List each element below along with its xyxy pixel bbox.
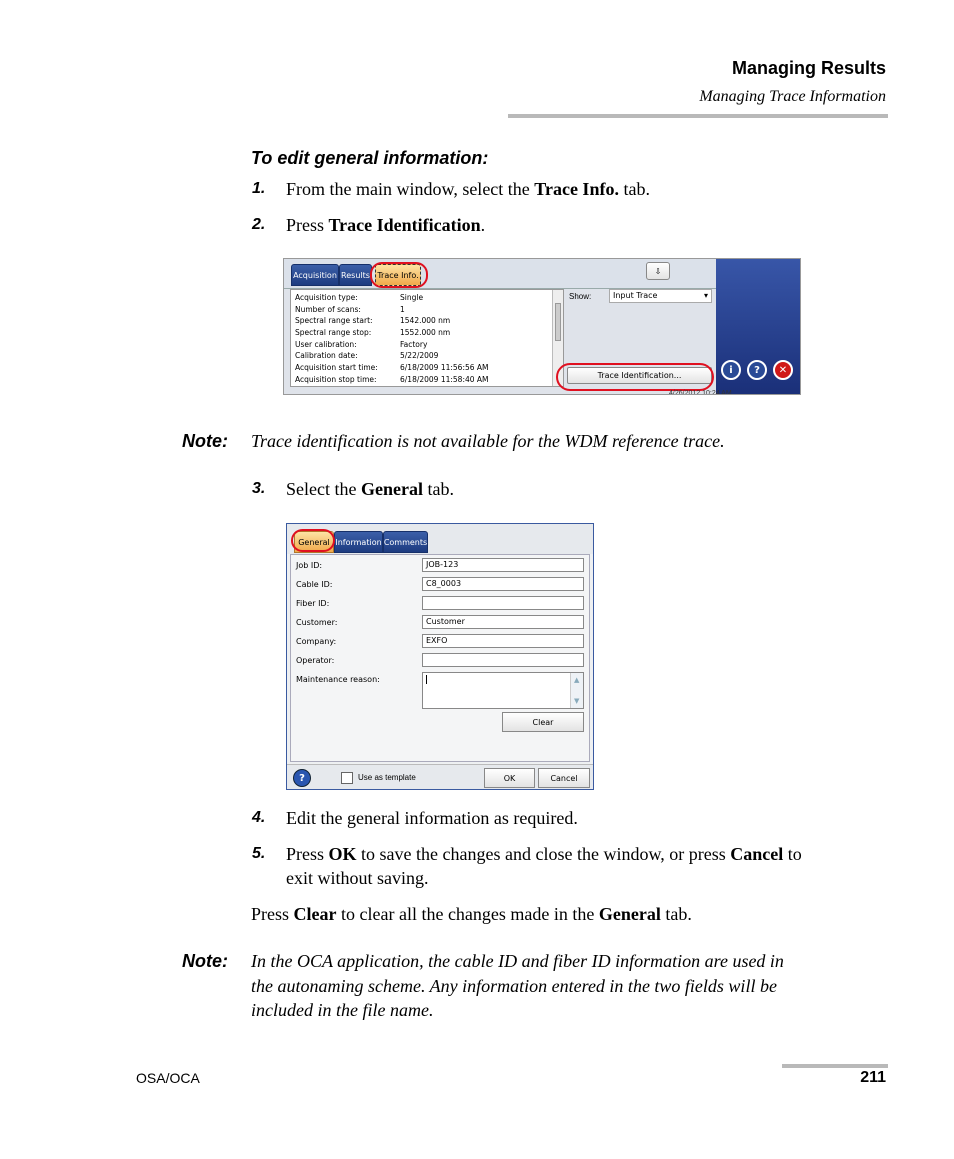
- close-button[interactable]: [773, 360, 793, 380]
- footer-rule: [782, 1064, 888, 1068]
- dialog-bottom-bar: [287, 764, 593, 790]
- step-5-text: Press OK to save the changes and close the window, or press Cancel to: [286, 844, 802, 864]
- clear-paragraph: Press Clear to clear all the changes made in the General tab.: [251, 904, 692, 924]
- customer-label: Customer:: [296, 618, 338, 627]
- step-1-number: 1.: [252, 180, 266, 197]
- cancel-button[interactable]: Cancel: [538, 768, 590, 788]
- scrollbar-thumb[interactable]: [555, 303, 561, 341]
- note-2-line-2: the autonaming scheme. Any information entered in the two fields will be: [251, 976, 777, 996]
- customer-field[interactable]: Customer: [422, 615, 584, 629]
- step-2-number: 2.: [252, 216, 266, 233]
- tab-information[interactable]: Information: [334, 531, 383, 553]
- job-id-label: Job ID:: [296, 561, 323, 570]
- note-1-text: Trace identification is not available for the WDM reference trace.: [251, 431, 725, 451]
- trace-details-panel: [290, 289, 564, 387]
- cable-id-label: Cable ID:: [296, 580, 333, 589]
- detail-row: User calibration: Factory: [295, 340, 428, 349]
- procedure-title: To edit general information:: [251, 148, 489, 168]
- company-field[interactable]: EXFO: [422, 634, 584, 648]
- detail-row: Calibration date: 5/22/2009: [295, 351, 439, 360]
- step-3-text: Select the General tab.: [286, 479, 454, 499]
- page-number: 211: [860, 1069, 886, 1086]
- tab-trace-info[interactable]: Trace Info.: [375, 264, 421, 286]
- show-label: Show:: [569, 292, 592, 301]
- detail-row: Acquisition type: Single: [295, 293, 424, 302]
- job-id-field[interactable]: JOB-123: [422, 558, 584, 572]
- ok-button[interactable]: OK: [484, 768, 535, 788]
- main-tab-bar: [284, 259, 716, 289]
- tab-results[interactable]: Results: [339, 264, 372, 286]
- maintenance-reason-label: Maintenance reason:: [296, 675, 380, 684]
- operator-field[interactable]: [422, 653, 584, 667]
- status-time: 4/26/2012 10:24 AM: [669, 390, 732, 395]
- detail-row: Number of scans: 1: [295, 305, 405, 314]
- down-arrow-icon: ⇩: [654, 266, 662, 276]
- tab-acquisition[interactable]: Acquisition: [291, 264, 339, 286]
- clear-button[interactable]: Clear: [502, 712, 584, 732]
- step-4-number: 4.: [252, 809, 266, 826]
- detail-row: Spectral range stop: 1552.000 nm: [295, 328, 451, 337]
- info-icon: i: [729, 364, 733, 376]
- trace-identification-button[interactable]: Trace Identification...: [567, 367, 712, 384]
- footer-product: OSA/OCA: [136, 1070, 200, 1086]
- help-button[interactable]: [747, 360, 767, 380]
- step-3-number: 3.: [252, 480, 266, 497]
- chevron-down-icon: ▾: [703, 291, 708, 300]
- highlight-circle-trace-info: [370, 262, 428, 288]
- textarea-scrollbar[interactable]: [570, 673, 583, 708]
- step-5-number: 5.: [252, 845, 266, 862]
- detail-row: Spectral range start: 1542.000 nm: [295, 316, 451, 325]
- tab-general[interactable]: General: [294, 531, 334, 553]
- step-4-text: Edit the general information as required.: [286, 808, 578, 828]
- step-5-text-line2: exit without saving.: [286, 868, 429, 888]
- header-rule: [508, 114, 888, 118]
- show-select[interactable]: [609, 289, 712, 303]
- highlight-circle-general: [291, 529, 335, 552]
- note-2-line-3: included in the file name.: [251, 1000, 434, 1020]
- running-header-title: Managing Results: [731, 58, 886, 78]
- note-2-line-1: In the OCA application, the cable ID and fiber ID information are used in: [251, 951, 784, 971]
- fiber-id-label: Fiber ID:: [296, 599, 330, 608]
- general-form-panel: [290, 554, 590, 762]
- running-header-subtitle: Managing Trace Information: [699, 88, 886, 105]
- scroll-up-icon[interactable]: ▲: [574, 676, 580, 684]
- right-button-strip: [716, 259, 801, 395]
- fiber-id-field[interactable]: [422, 596, 584, 610]
- company-label: Company:: [296, 637, 337, 646]
- use-as-template-checkbox[interactable]: [341, 772, 353, 784]
- close-icon: ✕: [778, 364, 788, 376]
- help-button[interactable]: [293, 769, 311, 787]
- step-2-text: Press Trace Identification.: [286, 215, 486, 235]
- export-arrow-button[interactable]: [646, 262, 670, 280]
- operator-label: Operator:: [296, 656, 335, 665]
- detail-row: Acquisition stop time: 6/18/2009 11:58:40 AM: [295, 375, 489, 384]
- step-1-text: From the main window, select the Trace Info. tab.: [286, 179, 650, 199]
- highlight-circle-trace-id: [556, 363, 714, 391]
- cable-id-field[interactable]: C8_0003: [422, 577, 584, 591]
- scroll-down-icon[interactable]: ▼: [574, 697, 580, 705]
- info-button[interactable]: [721, 360, 741, 380]
- tab-comments[interactable]: Comments: [383, 531, 428, 553]
- help-icon: ?: [754, 364, 760, 376]
- general-tab-screenshot: [286, 523, 594, 790]
- note-1-label: Note:: [182, 431, 228, 451]
- help-icon: ?: [299, 772, 305, 784]
- show-select-value: Input Trace: [613, 291, 658, 300]
- text-cursor: [426, 675, 427, 684]
- use-as-template-label: Use as template: [358, 773, 416, 782]
- trace-info-screenshot: [283, 258, 801, 395]
- note-2-label: Note:: [182, 951, 228, 971]
- maintenance-reason-textarea[interactable]: [422, 672, 584, 709]
- detail-row: Acquisition start time: 6/18/2009 11:56:56 AM: [295, 363, 489, 372]
